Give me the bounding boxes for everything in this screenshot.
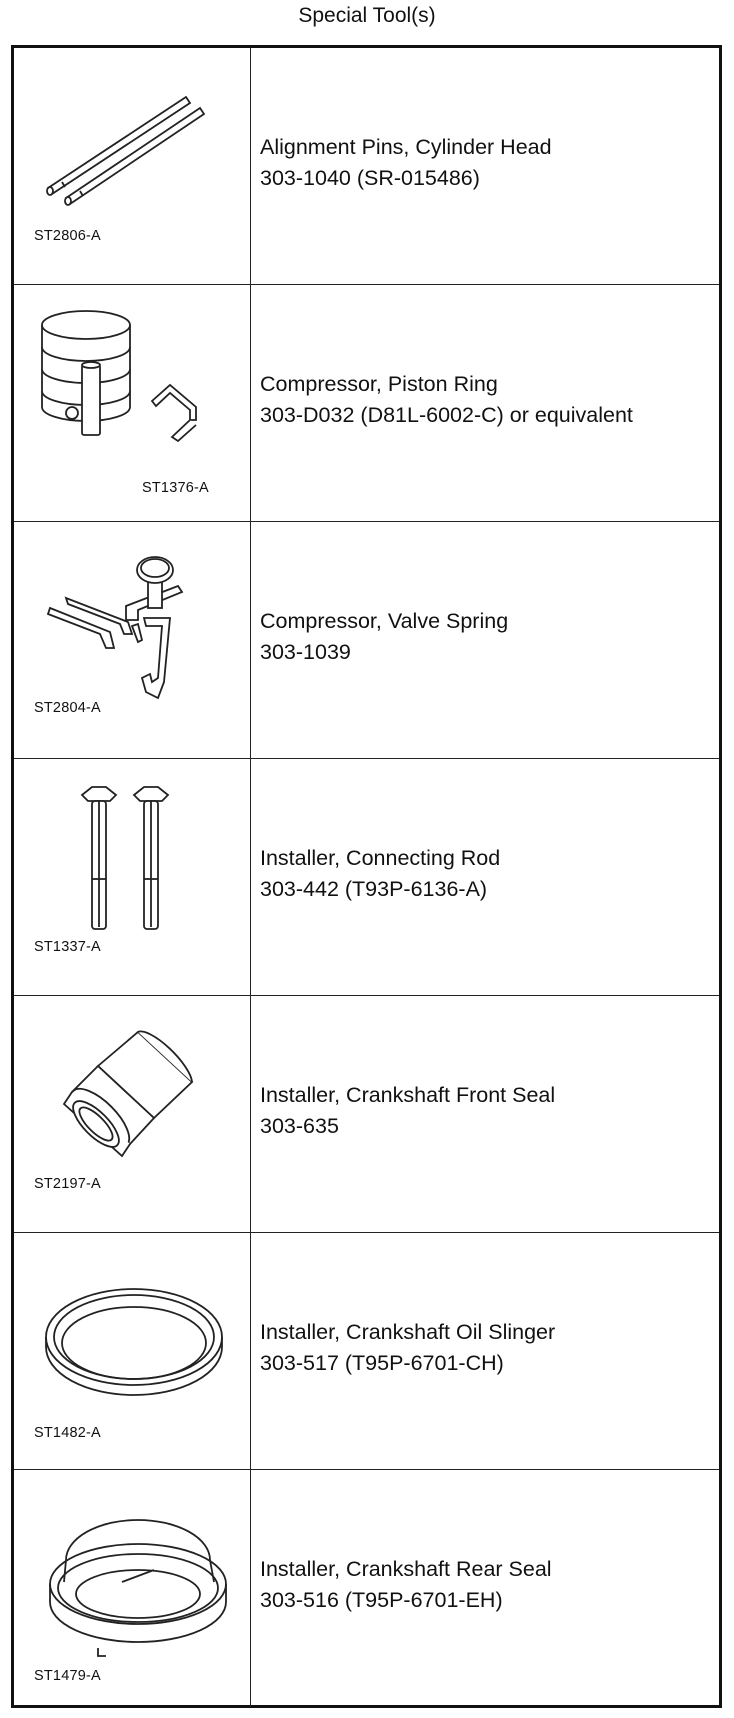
tool-number: 303-516 (T95P-6701-EH) <box>260 1588 503 1612</box>
piston-ring-compressor-icon <box>14 285 251 522</box>
table-row <box>14 1233 719 1470</box>
tool-description <box>260 843 500 905</box>
tool-description <box>260 1554 552 1616</box>
tool-name: Installer, Connecting Rod <box>260 846 501 870</box>
alignment-pins-icon <box>14 48 251 285</box>
tool-number: 303-1039 <box>260 640 351 664</box>
table-row <box>14 996 719 1233</box>
table-row <box>14 1470 719 1707</box>
tool-code: ST2806-A <box>34 228 101 244</box>
tool-number: 303-442 (T93P-6136-A) <box>260 877 488 901</box>
tool-description <box>260 132 552 194</box>
table-row <box>14 48 719 285</box>
tool-code: ST2804-A <box>34 700 101 716</box>
tool-number: 303-D032 (D81L-6002-C) or equivalent <box>260 403 633 427</box>
tool-number: 303-1040 (SR-015486) <box>260 166 480 190</box>
tool-image-cell <box>14 48 251 284</box>
tool-image-cell <box>14 522 251 758</box>
table-row <box>14 522 719 759</box>
tool-code: ST1376-A <box>142 480 209 496</box>
tool-name: Installer, Crankshaft Oil Slinger <box>260 1320 556 1344</box>
page-title: Special Tool(s) <box>298 4 436 27</box>
tool-image-cell <box>14 759 251 995</box>
tool-description <box>260 369 633 431</box>
tool-image-cell <box>14 996 251 1232</box>
tool-name: Alignment Pins, Cylinder Head <box>260 135 552 159</box>
tool-description <box>260 1080 555 1142</box>
tool-number: 303-517 (T95P-6701-CH) <box>260 1351 504 1375</box>
tool-code: ST2197-A <box>34 1176 101 1192</box>
tool-description <box>260 606 508 668</box>
tool-code: ST1479-A <box>34 1668 101 1684</box>
tool-image-cell <box>14 285 251 521</box>
tool-code: ST1482-A <box>34 1425 101 1441</box>
tool-name: Installer, Crankshaft Front Seal <box>260 1083 556 1107</box>
connecting-rod-installer-icon <box>14 759 251 996</box>
table-row <box>14 759 719 996</box>
tool-description <box>260 1317 555 1379</box>
tool-name: Compressor, Piston Ring <box>260 372 498 396</box>
tool-image-cell <box>14 1233 251 1469</box>
tool-name: Installer, Crankshaft Rear Seal <box>260 1557 552 1581</box>
table-row <box>14 285 719 522</box>
tool-name: Compressor, Valve Spring <box>260 609 509 633</box>
valve-spring-compressor-icon <box>14 522 251 759</box>
tool-image-cell <box>14 1470 251 1707</box>
tool-code: ST1337-A <box>34 939 101 955</box>
front-seal-installer-icon <box>14 996 251 1233</box>
special-tools-table <box>11 45 722 1708</box>
tool-number: 303-635 <box>260 1114 339 1138</box>
